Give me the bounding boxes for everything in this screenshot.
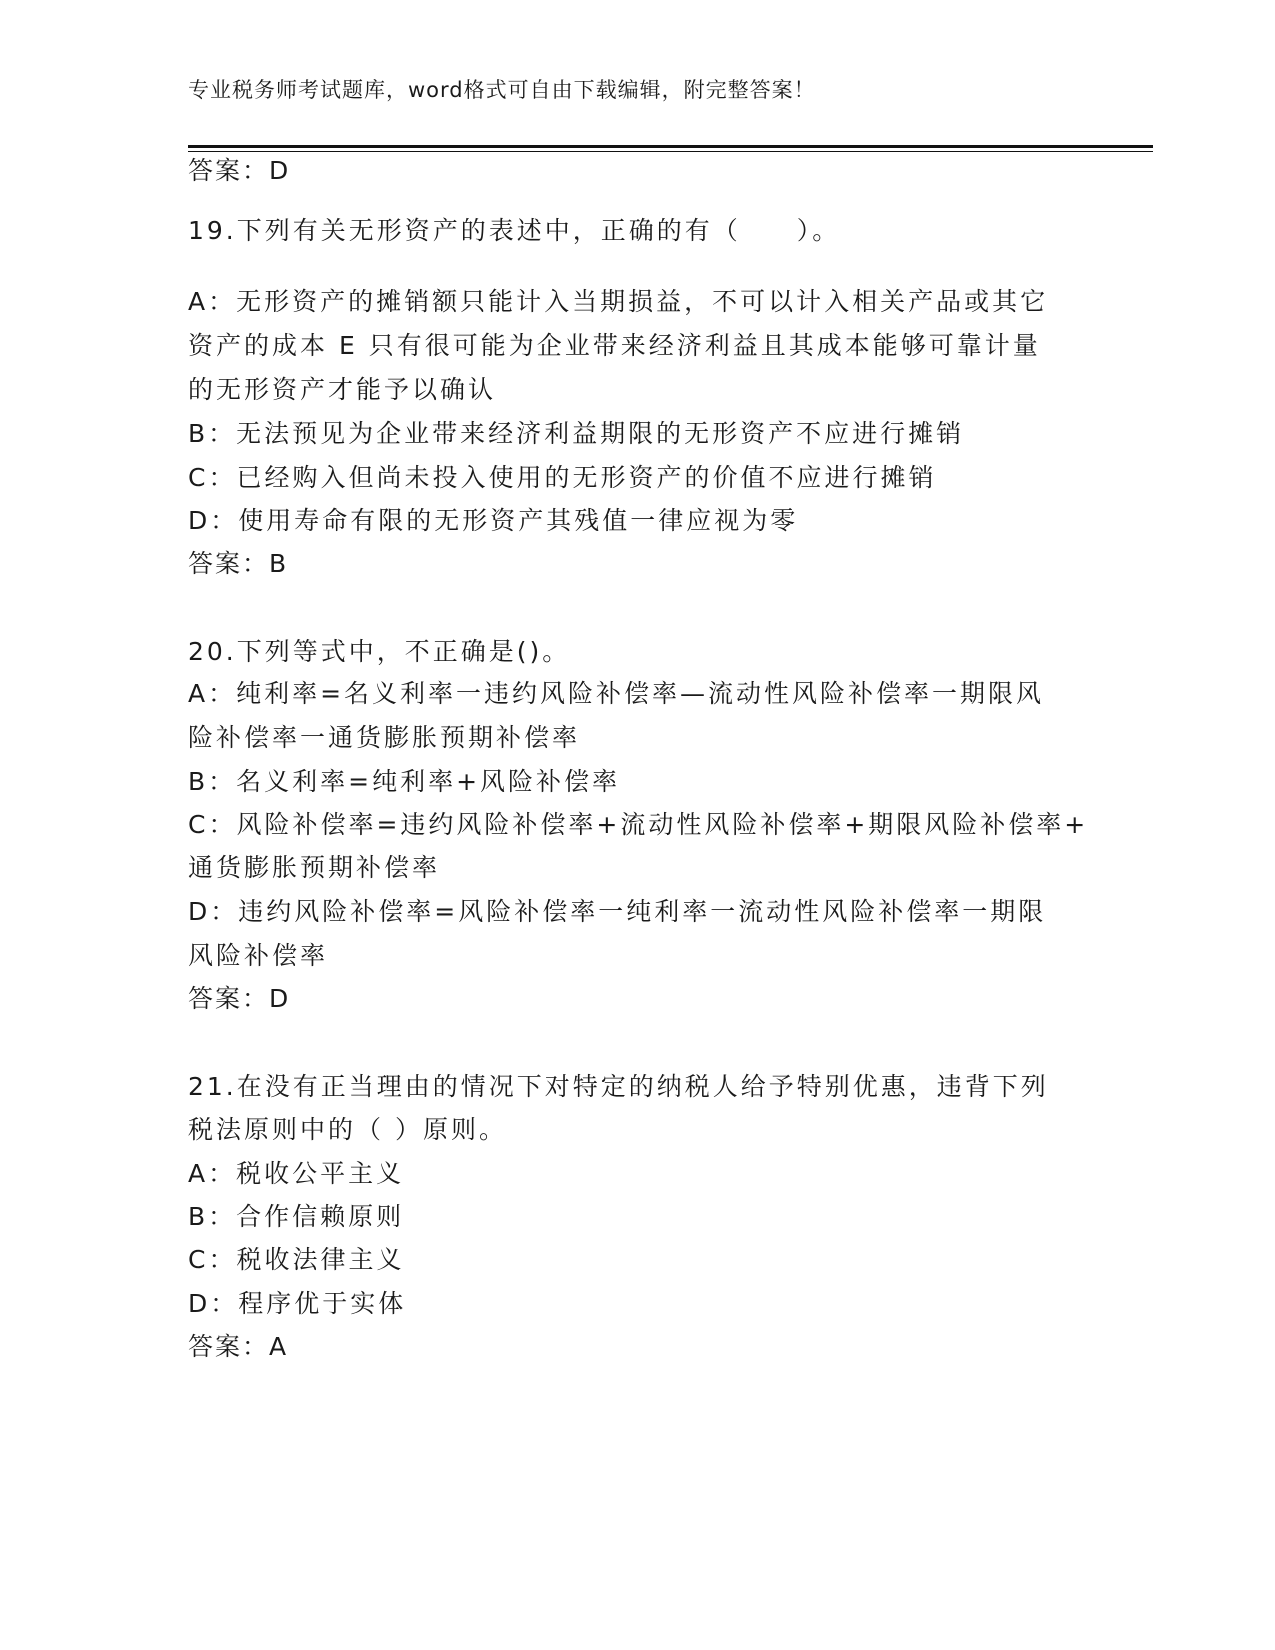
q20-option-c-line-1: C：风险补偿率=违约风险补偿率+流动性风险补偿率+期限风险补偿率+ (188, 810, 1089, 839)
question-21-line-2: 税法原则中的（ ）原则。 (188, 1115, 507, 1144)
answer-18: 答案：D (188, 156, 291, 185)
question-19-line-1: 19.下列有关无形资产的表述中，正确的有（ ）。 (188, 216, 841, 245)
q19-option-b: B：无法预见为企业带来经济利益期限的无形资产不应进行摊销 (188, 419, 965, 448)
q19-option-d: D：使用寿命有限的无形资产其残值一律应视为零 (188, 506, 799, 535)
q19-option-a-line-1: A：无形资产的摊销额只能计入当期损益，不可以计入相关产品或其它 (188, 287, 1049, 316)
q21-option-c: C：税收法律主义 (188, 1245, 405, 1274)
q20-option-c-line-2: 通货膨胀预期补偿率 (188, 853, 441, 882)
q21-option-d: D：程序优于实体 (188, 1289, 407, 1318)
q21-option-a: A：税收公平主义 (188, 1159, 405, 1188)
q20-option-b: B：名义利率=纯利率+风险补偿率 (188, 767, 621, 796)
question-20-line-1: 20.下列等式中，不正确是()。 (188, 637, 571, 666)
answer-21: 答案：A (188, 1332, 289, 1361)
answer-20: 答案：D (188, 984, 291, 1013)
q19-option-c: C：已经购入但尚未投入使用的无形资产的价值不应进行摊销 (188, 463, 937, 492)
page-header: 专业税务师考试题库，word格式可自由下载编辑，附完整答案！ (188, 78, 816, 102)
q19-option-a-line-3: 的无形资产才能予以确认 (188, 375, 497, 404)
header-rule-thick (188, 145, 1153, 148)
q20-option-d-line-2: 风险补偿率 (188, 941, 329, 970)
header-rule-thin (188, 151, 1153, 152)
q20-option-a-line-2: 险补偿率一通货膨胀预期补偿率 (188, 723, 581, 752)
q21-option-b: B：合作信赖原则 (188, 1202, 405, 1231)
q19-option-a-line-2: 资产的成本 E 只有很可能为企业带来经济利益且其成本能够可靠计量 (188, 331, 1041, 360)
q20-option-d-line-1: D：违约风险补偿率=风险补偿率一纯利率一流动性风险补偿率一期限 (188, 897, 1047, 926)
answer-19: 答案：B (188, 549, 289, 578)
question-21-line-1: 21.在没有正当理由的情况下对特定的纳税人给予特别优惠，违背下列 (188, 1072, 1049, 1101)
q20-option-a-line-1: A：纯利率=名义利率一违约风险补偿率—流动性风险补偿率一期限风 (188, 679, 1045, 708)
